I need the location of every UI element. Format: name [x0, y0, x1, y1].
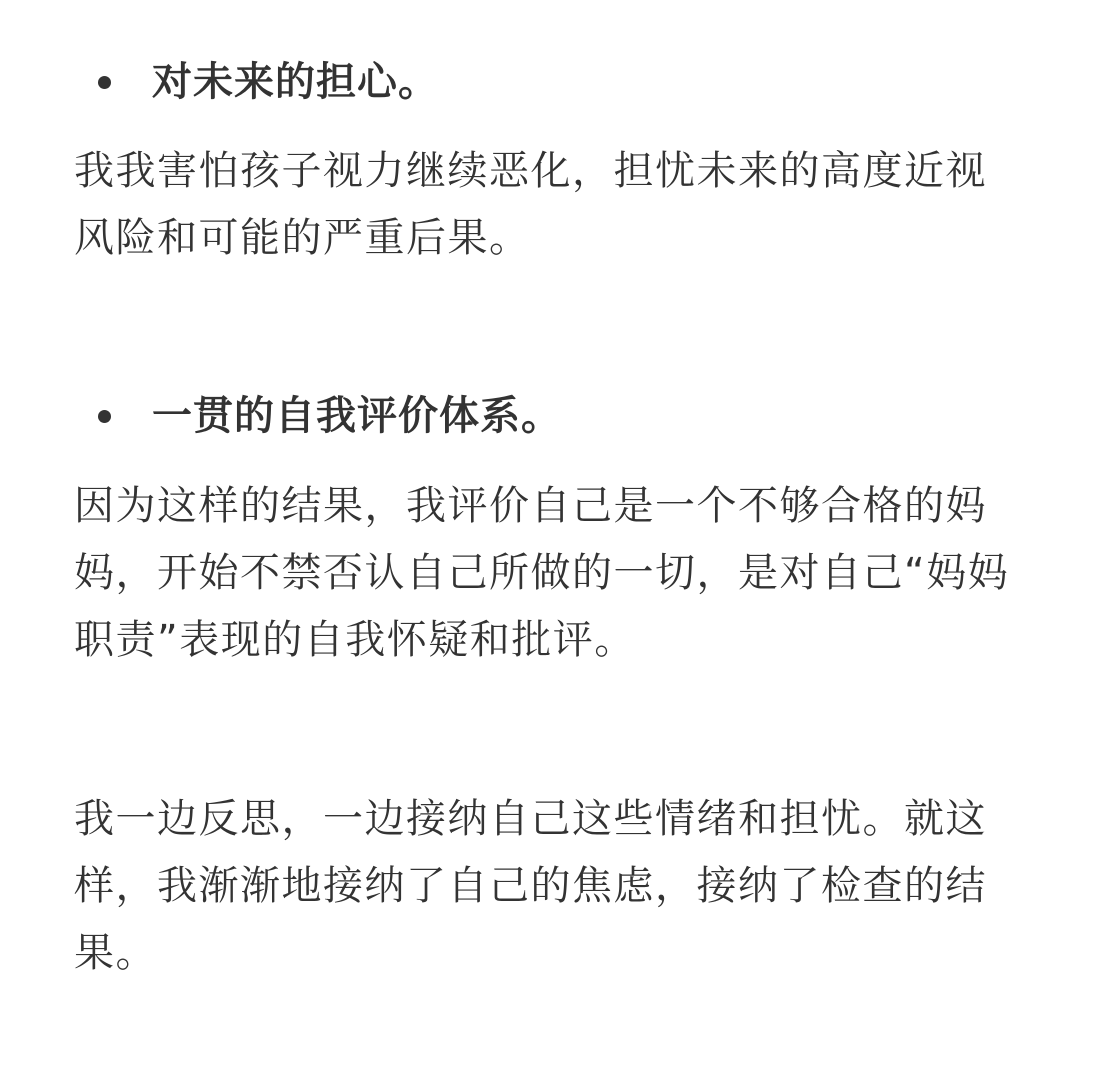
bullet-heading-self-evaluation — [74, 386, 1014, 446]
bullet-heading-text: 一贯的自我评价体系。 — [152, 393, 562, 439]
paragraph-closing: 我一边反思，一边接纳自己这些情绪和担忧。就这样，我渐渐地接纳了自己的焦虑，接纳了检查的结果。 — [74, 796, 987, 976]
bullet-heading-text: 对未来的担心。 — [152, 59, 439, 105]
bullet-dot-icon — [98, 410, 111, 423]
paragraph-self-evaluation: 因为这样的结果，我评价自己是一个不够合格的妈妈，开始不禁否认自己所做的一切，是对自己“妈妈职责”表现的自我怀疑和批评。 — [74, 483, 1010, 663]
paragraph-future-worry: 我我害怕孩子视力继续恶化，担忧未来的高度近视风险和可能的严重后果。 — [74, 148, 987, 261]
bullet-heading-future-worry — [74, 52, 1014, 112]
bullet-dot-icon — [98, 76, 111, 89]
